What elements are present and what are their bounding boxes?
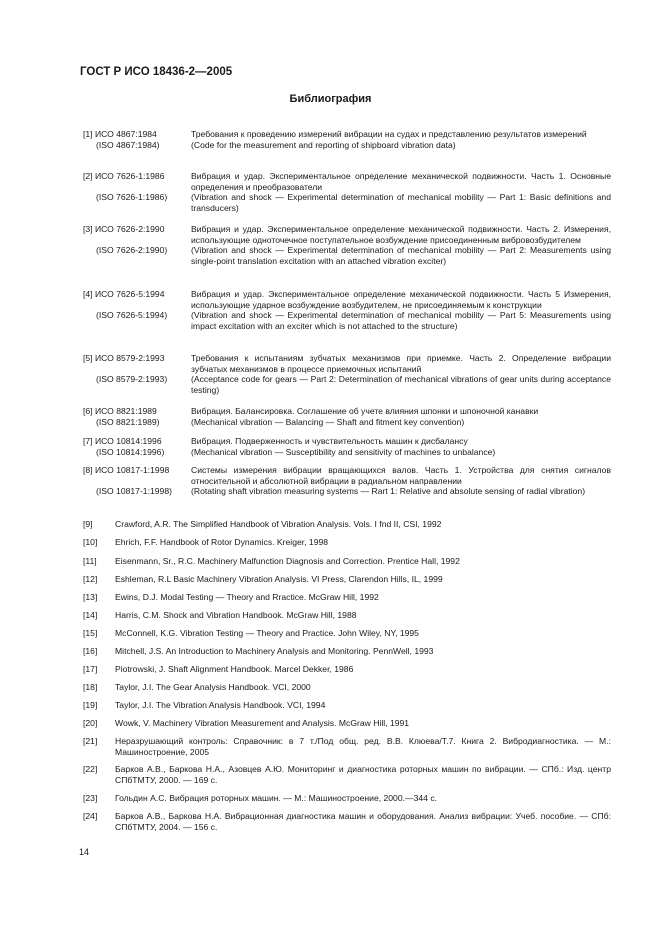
reference-text: Ehrich, F.F. Handbook of Rotor Dynamics. Kreiger, 1998	[115, 537, 329, 547]
bibliography-entry	[83, 289, 611, 331]
entry-text: Требования к проведению измерений вибрации на судах и представлению результатов измерений	[191, 129, 587, 139]
reference-item	[83, 610, 611, 621]
bibliography-title: Библиография	[289, 93, 372, 105]
reference-text: Eisenmann, Sr., R.C. Machinery Malfunction Diagnosis and Correction. Prentice Hall, 1992	[115, 556, 460, 566]
reference-item	[83, 537, 611, 548]
reference-item	[83, 628, 611, 639]
entry-iso-text: (Mechanical vibration — Susceptibility and sensitivity of machines to unbalance)	[191, 446, 496, 457]
reference-number: [19]	[83, 700, 98, 710]
reference-item	[83, 718, 611, 729]
entry-text: Вибрация и удар. Экспериментальное определение механической подвижности. Часть 2. Измерения, использующие одноточечное поступательное возбуждение присоединенным вибровозбудителем	[191, 224, 611, 245]
reference-number: [16]	[83, 646, 98, 656]
reference-item	[83, 646, 611, 657]
entry-iso-code: (ISO 7626-1:1986)	[96, 192, 168, 203]
entry-iso-text: (Rotating shaft vibration measuring systems — Rart 1: Relative and absolute sensing of radial vibration)	[191, 486, 586, 497]
reference-number: [18]	[83, 682, 98, 692]
reference-item	[83, 556, 611, 567]
entry-code: [6] ИСО 8821:1989	[83, 406, 157, 416]
entry-iso-text: (Vibration and shock — Experimental determination of mechanical mobility — Part 5: Measurements using impact excitation with an exciter which is not attached to the structure)	[191, 310, 611, 331]
reference-item	[83, 700, 611, 711]
entry-code: [5] ИСО 8579-2:1993	[83, 353, 165, 363]
entry-code: [3] ИСО 7626-2:1990	[83, 224, 165, 234]
reference-text: Harris, C.M. Shock and Vibration Handbook. McGraw Hill, 1988	[115, 610, 357, 620]
entry-code: [8] ИСО 10817-1:1998	[83, 465, 170, 475]
reference-text: Ewins, D.J. Modal Testing — Theory and Rractice. McGraw Hill, 1992	[115, 592, 379, 602]
bibliography-entry	[83, 353, 611, 395]
reference-number: [14]	[83, 610, 98, 620]
entry-iso-text: (Mechanical vibration — Balancing — Shaft and fitment key convention)	[191, 416, 465, 427]
page-number: 14	[79, 847, 90, 857]
reference-item	[83, 664, 611, 675]
entry-iso-text: (Vibration and shock — Experimental determination of mechanical mobility — Part 2: Measurements using single-point translation excitation with an attached vibration exciter)	[191, 245, 611, 266]
reference-number: [23]	[83, 793, 98, 803]
reference-text: Crawford, A.R. The Simplified Handbook of Vibration Analysis. Vols. I fnd II, CSI, 1992	[115, 519, 442, 529]
reference-text: Piotrowski, J. Shaft Alignment Handbook. Marcel Dekker, 1986	[115, 664, 354, 674]
entry-text: Вибрация и удар. Экспериментальное определение механической подвижности. Часть 1. Основные определения и преобразователи	[191, 171, 611, 192]
reference-number: [20]	[83, 718, 98, 728]
entry-text: Системы измерения вибрации вращающихся валов. Часть 1. Устройства для снятия сигналов относительной и абсолютной вибрации в радиальном направлении	[191, 465, 611, 486]
reference-text: Барков А.В., Баркова Н.А. Вибрационная диагностика машин и оборудования. Анализ вибрации: Учеб. пособие. — СПб: СПбТМТУ, 2004. — 156 с.	[115, 811, 611, 832]
reference-number: [11]	[83, 556, 97, 566]
reference-number: [17]	[83, 664, 98, 674]
entry-iso-text: (Code for the measurement and reporting of shipboard vibration data)	[191, 139, 456, 150]
reference-item	[83, 519, 611, 530]
entry-text: Вибрация. Подверженность и чувствительность машин к дисбалансу	[191, 436, 468, 446]
entry-code: [4] ИСО 7626-5:1994	[83, 289, 165, 299]
entry-iso-code: (ISO 4867:1984)	[96, 139, 160, 150]
reference-number: [10]	[83, 537, 98, 547]
entry-iso-code: (ISO 10817-1:1998)	[96, 486, 172, 497]
bibliography-entry	[83, 129, 611, 150]
bibliography-entry	[83, 406, 611, 427]
reference-item	[83, 764, 611, 785]
entry-iso-code: (ISO 7626-5:1994)	[96, 310, 168, 321]
reference-text: Гольдин А.С. Вибрация роторных машин. — М.: Машиностроение, 2000.—344 с.	[115, 793, 438, 803]
document-header: ГОСТ Р ИСО 18436-2—2005	[80, 66, 233, 78]
reference-text: Taylor, J.I. The Gear Analysis Handbook. VCI, 2000	[115, 682, 311, 692]
entry-iso-text: (Acceptance code for gears — Part 2: Determination of mechanical vibrations of gear units during acceptance testing)	[191, 374, 611, 395]
entry-code: [7] ИСО 10814:1996	[83, 436, 162, 446]
entry-text: Вибрация. Балансировка. Соглашение об учете влияния шпонки и шпоночной канавки	[191, 406, 539, 416]
bibliography-entry	[83, 171, 611, 213]
reference-number: [22]	[83, 764, 98, 774]
entry-iso-code: (ISO 10814:1996)	[96, 446, 165, 457]
reference-number: [24]	[83, 811, 98, 821]
reference-item	[83, 574, 611, 585]
reference-text: Taylor, J.I. The Vibration Analysis Handbook. VCI, 1994	[115, 700, 326, 710]
reference-number: [13]	[83, 592, 98, 602]
reference-number: [15]	[83, 628, 98, 638]
entry-code: [2] ИСО 7626-1:1986	[83, 171, 165, 181]
entry-iso-code: (ISO 8821:1989)	[96, 416, 160, 427]
reference-text: Mitchell, J.S. An Introduction to Machinery Analysis and Monitoring. PennWell, 1993	[115, 646, 434, 656]
reference-number: [9]	[83, 519, 93, 529]
entry-code: [1] ИСО 4867:1984	[83, 129, 157, 139]
reference-item	[83, 592, 611, 603]
reference-text: Eshleman, R.L Basic Machinery Vibration Analysis. VI Press, Clarendon Hills, IL, 1999	[115, 574, 443, 584]
reference-number: [21]	[83, 736, 98, 746]
bibliography-entry	[83, 465, 611, 497]
reference-text: McConnell, K.G. Vibration Testing — Theory and Practice. John Wiley, NY, 1995	[115, 628, 419, 638]
reference-item	[83, 682, 611, 693]
entry-text: Требования к испытаниям зубчатых механизмов при приемке. Часть 2. Определение вибрации зубчатых механизмов в процессе приемочных испытаний	[191, 353, 611, 374]
bibliography-entry	[83, 224, 611, 266]
reference-text: Барков А.В., Баркова Н.А., Азовцев А.Ю. Мониторинг и диагностика роторных машин по вибрации. — СПб.: Изд. центр СПбТМТУ, 2000. — 169 с.	[115, 764, 611, 785]
entry-iso-code: (ISO 7626-2:1990)	[96, 245, 168, 256]
reference-text: Wowk, V. Machinery Vibration Measurement and Analysis. McGraw Hill, 1991	[115, 718, 410, 728]
bibliography-entry	[83, 436, 611, 457]
reference-item	[83, 736, 611, 757]
reference-item	[83, 793, 611, 804]
entry-iso-code: (ISO 8579-2:1993)	[96, 374, 168, 385]
reference-text: Неразрушающий контроль: Справочник: в 7 т./Под общ. ред. В.В. Клюева/Т.7. Книга 2. Вибродиагностика. — М.: Машиностроение, 2005	[115, 736, 611, 757]
reference-item	[83, 811, 611, 832]
reference-number: [12]	[83, 574, 98, 584]
entry-text: Вибрация и удар. Экспериментальное определение механической подвижности. Часть 5 Измерения, использующие ударное возбуждение возбудителем, не присоединяемым к конструкции	[191, 289, 611, 310]
entry-iso-text: (Vibration and shock — Experimental determination of mechanical mobility — Part 1: Basic definitions and transducers)	[191, 192, 611, 213]
